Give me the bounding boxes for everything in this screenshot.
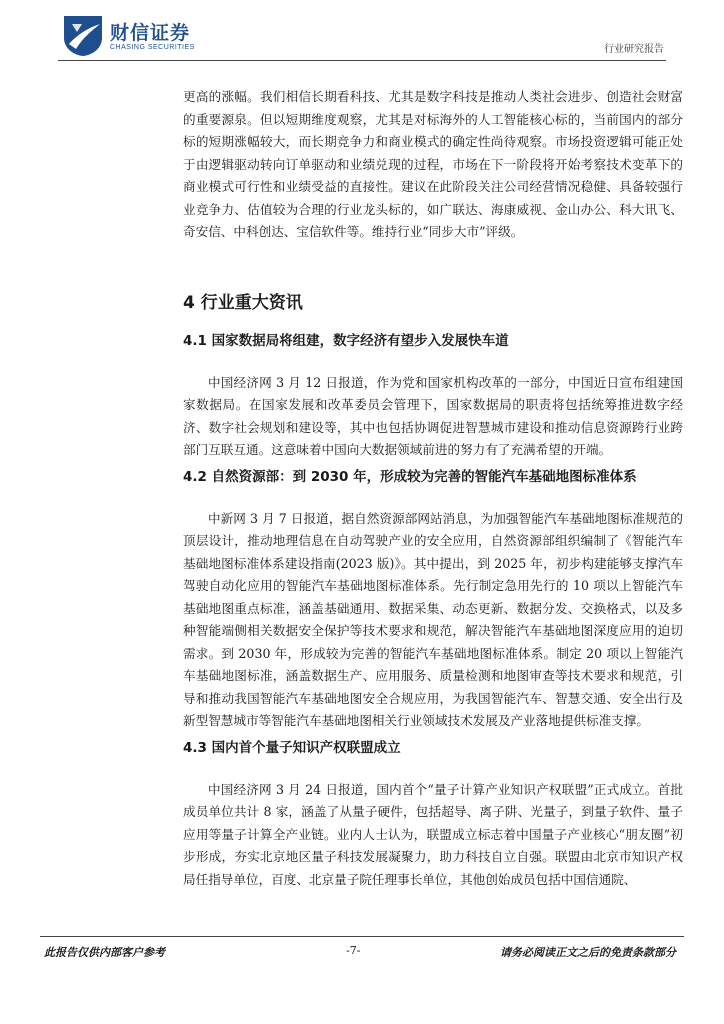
subsection-paragraph-4-2: 中新网 3 月 7 日报道，据自然资源部网站消息，为加强智能汽车基础地图标准规范的顶层设计，推动地理信息在自动驾驶产业的安全应用，自然资源部组织编制了《智能汽车基础地图标准体系建设指南(2023 版)》。其中提出，到 2025 年，初步构建能够支撑汽车驾驶自动化应用的智能汽车基础地图标准体系。先行制定急用先行的 10 项以上智能汽车基础地图重点标准，涵盖基础通用、数据采集、动态更新、数据分发、交换格式，以及多种智能端侧相关数据安全保护等技术要求和规范，解决智能汽车基础地图深度应用的迫切需求。到 2030 年，形成较为完善的智能汽车基础地图标准体系。制定 20 项以上智能汽车基础地图标准，涵盖数据生产、应用服务、质量检测和地图审查等技术要求和规范，引导和推动我国智能汽车基础地图安全合规应用，为我国智能汽车、智慧交通、安全出行及新型智慧城市等智能汽车基础地图相关行业领域技术发展及产业落地提供标准支撑。	[183, 510, 683, 728]
subsection-heading-4-3: 4.3 国内首个量子知识产权联盟成立	[183, 739, 401, 756]
subsection-heading-4-1: 4.1 国家数据局将组建，数字经济有望步入发展快车道	[183, 332, 509, 349]
footer-disclaimer-right: 请务必阅读正文之后的免责条款部分	[500, 946, 676, 959]
document-type: 行业研究报告	[604, 44, 664, 55]
chasing-logo-icon	[60, 12, 106, 58]
header-divider	[58, 60, 666, 61]
main-content	[183, 86, 683, 891]
subsection-paragraph-4-3: 中国经济网 3 月 24 日报道，国内首个“量子计算产业知识产权联盟”正式成立。首批成员单位共计 8 家，涵盖了从量子硬件，包括超导、离子阱、光量子，到量子软件、量子应用等量子计算全产业链。业内人士认为，联盟成立标志着中国量子产业核心“朋友圈”初步形成，夯实北京地区量子科技发展凝聚力，助力科技自立自强。联盟由北京市知识产权局任指导单位，百度、北京量子院任理事长单位，其他创始成员包括中国信通院、	[183, 781, 683, 887]
page-number: -7-	[346, 944, 361, 957]
page-header	[0, 0, 724, 66]
logo-text-en: CHASING SECURITIES	[110, 44, 195, 51]
subsection-heading-4-2: 4.2 自然资源部：到 2030 年，形成较为完善的智能汽车基础地图标准体系	[183, 468, 637, 485]
section-title: 4 行业重大资讯	[183, 292, 303, 313]
intro-paragraph: 更高的涨幅。我们相信长期看科技、尤其是数字科技是推动人类社会进步、创造社会财富的重要源泉。但以短期维度观察，尤其是对标海外的人工智能核心标的，当前国内的部分标的短期涨幅较大，而长期竞争力和商业模式的确定性尚待观察。市场投资逻辑可能正处于由逻辑驱动转向订单驱动和业绩兑现的过程，市场在下一阶段将开始考察技术变革下的商业模式可行性和业绩受益的直接性。建议在此阶段关注公司经营情况稳健、具备较强行业竞争力、估值较为合理的行业龙头标的，如广联达、海康威视、金山办公、科大讯飞、奇安信、中科创达、宝信软件等。维持行业“同步大市”评级。	[183, 89, 683, 239]
logo-text-cn: 财信证券	[110, 22, 191, 44]
subsection-paragraph-4-1: 中国经济网 3 月 12 日报道，作为党和国家机构改革的一部分，中国近日宣布组建国家数据局。在国家发展和改革委员会管理下，国家数据局的职责将包括统筹推进数字经济、数字社会规划和建设等，其中也包括协调促进智慧城市建设和推动信息资源跨行业跨部门互联互通。这意味着中国向大数据领域前进的努力有了充满希望的开端。	[183, 374, 683, 457]
footer-divider	[40, 936, 684, 937]
company-logo	[60, 12, 230, 58]
footer-disclaimer-left: 此报告仅供内部客户参考	[44, 946, 165, 959]
